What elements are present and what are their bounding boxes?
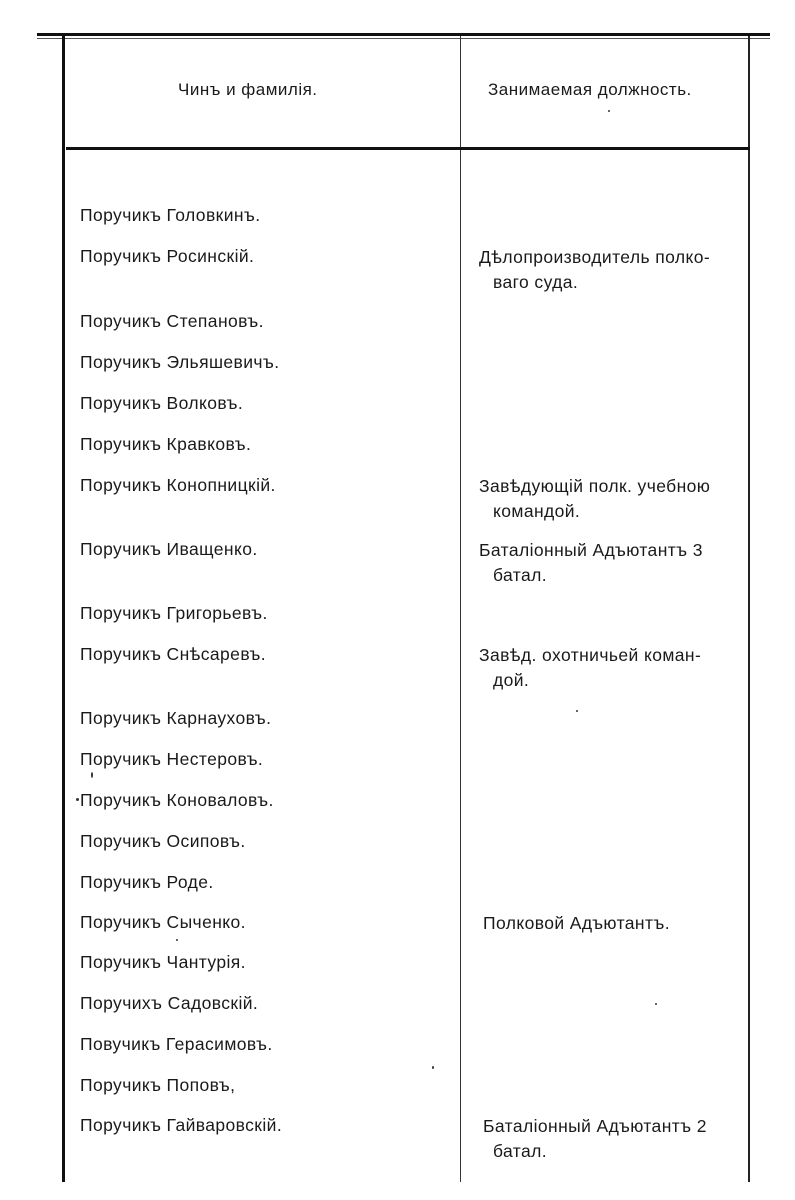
ink-speck (655, 1003, 657, 1005)
row-name: Поручихъ Садовскій. (80, 993, 259, 1013)
position-line: Дѣлопроизводитель полко- (479, 247, 711, 267)
position-line: Баталіонный Адъютантъ 3 (479, 540, 703, 560)
row-name: Поручикъ Эльяшевичъ. (80, 352, 280, 372)
row-name: Поручикъ Поповъ, (80, 1075, 236, 1095)
ink-speck (432, 1066, 434, 1069)
row-name: Поручикъ Снѣсаревъ. (80, 644, 267, 664)
top-rule-thin (37, 38, 770, 39)
ink-speck (76, 798, 79, 801)
row-name: Поручикъ Карнауховъ. (80, 708, 272, 728)
header-name: Чинъ и фамилія. (178, 80, 318, 99)
position-line: батал. (493, 565, 547, 585)
position-line: батал. (493, 1141, 547, 1161)
header-position: Занимаемая должность. (488, 80, 692, 99)
position-line: дой. (493, 670, 530, 690)
row-position (479, 538, 747, 588)
row-name: Поручикъ Иващенко. (80, 539, 258, 559)
ink-speck (91, 772, 93, 778)
column-divider (460, 36, 461, 1182)
ink-speck (608, 110, 610, 112)
row-name: Поручикъ Сыченко. (80, 912, 246, 932)
row-position (479, 245, 747, 295)
row-name: Поручикъ Гайваровскій. (80, 1115, 283, 1135)
row-name: Поручикъ Конопницкій. (80, 475, 276, 495)
position-line: Полковой Адъютантъ. (483, 913, 671, 933)
row-position (479, 911, 747, 936)
position-line: командой. (493, 501, 581, 521)
ink-speck (576, 710, 578, 712)
header-rule (66, 147, 750, 150)
row-name: Поручикъ Чантурія. (80, 952, 246, 972)
position-line: Завѣд. охотничьей коман- (479, 645, 702, 665)
row-name: Поручикъ Роде. (80, 872, 214, 892)
right-border (748, 36, 750, 1182)
left-border (62, 36, 65, 1182)
position-line: ваго суда. (493, 272, 579, 292)
row-name: Поручикъ Коноваловъ. (80, 790, 274, 810)
row-position (479, 1114, 747, 1164)
row-name: Поручикъ Кравковъ. (80, 434, 252, 454)
row-name: Поручикъ Росинскій. (80, 246, 255, 266)
top-rule (37, 33, 770, 36)
row-name: Поручикъ Волковъ. (80, 393, 244, 413)
row-name: Повучикъ Герасимовъ. (80, 1034, 273, 1054)
row-name: Поручикъ Осиповъ. (80, 831, 246, 851)
ink-speck (176, 939, 178, 941)
row-position (479, 474, 747, 524)
position-line: Баталіонный Адъютантъ 2 (483, 1116, 707, 1136)
row-name: Поручикъ Степановъ. (80, 311, 264, 331)
position-line: Завѣдующій полк. учебною (479, 476, 711, 496)
row-name: Поручикъ Григорьевъ. (80, 603, 268, 623)
row-position (479, 643, 747, 693)
row-name: Поручикъ Головкинъ. (80, 205, 261, 225)
row-name: Поручикъ Нестеровъ. (80, 749, 264, 769)
